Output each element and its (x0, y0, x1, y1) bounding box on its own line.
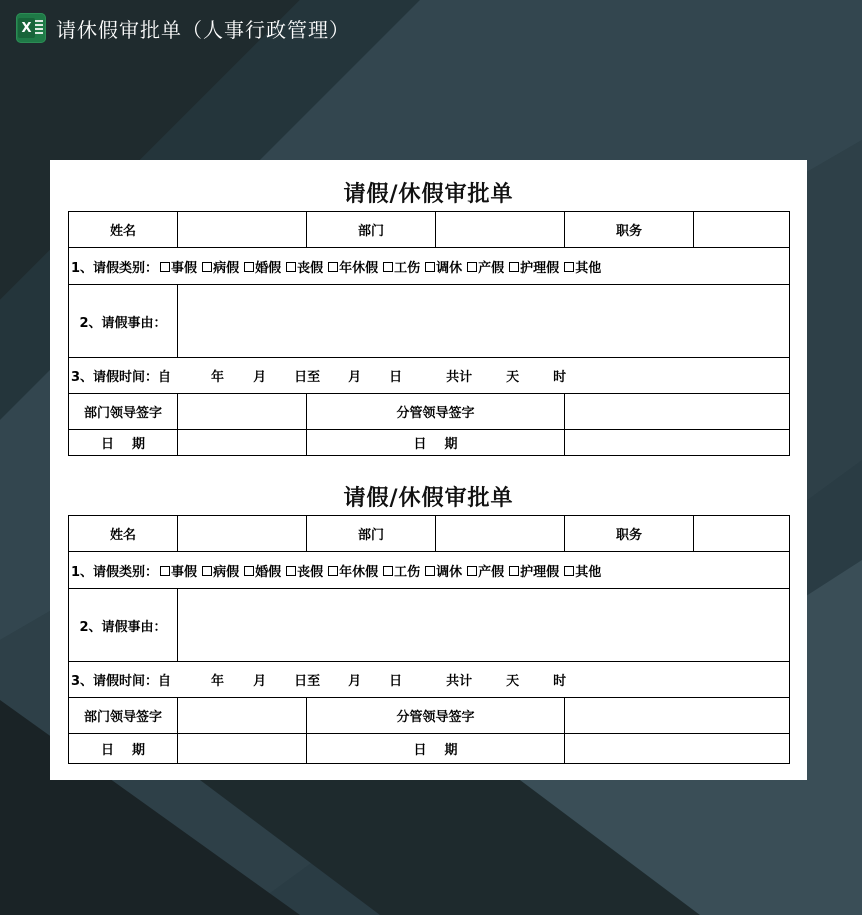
checkbox-icon[interactable] (202, 262, 212, 272)
leave-time-row[interactable] (69, 358, 790, 394)
leave-type-option[interactable]: 其他 (559, 257, 601, 276)
leave-type-option[interactable]: 产假 (462, 561, 504, 580)
dept-label: 部门 (307, 516, 436, 552)
date-label-2: 日 期 (307, 430, 565, 456)
leave-type-option[interactable]: 丧假 (281, 257, 323, 276)
leave-type-option[interactable]: 年休假 (323, 257, 378, 276)
position-field[interactable] (694, 516, 790, 552)
leave-type-option[interactable]: 其他 (559, 561, 601, 580)
reason-label: 2、请假事由： (69, 589, 178, 662)
reason-field[interactable] (178, 589, 790, 662)
leave-type-option[interactable]: 婚假 (239, 561, 281, 580)
supervisor-sign-label: 分管领导签字 (307, 698, 565, 734)
month2-label: 月 (348, 674, 362, 689)
checkbox-icon[interactable] (509, 566, 519, 576)
dept-leader-sign-label: 部门领导签字 (69, 394, 178, 430)
checkbox-icon[interactable] (286, 566, 296, 576)
date-label-1: 日 期 (69, 734, 178, 764)
day2-label: 日 (389, 370, 403, 385)
leave-type-option[interactable]: 护理假 (504, 257, 559, 276)
leave-type-label: 1、请假类别： (71, 564, 159, 580)
total-label: 共计 (446, 370, 473, 385)
month-label: 月 (253, 674, 267, 689)
time-label: 3、请假时间：自 (71, 674, 172, 689)
checkbox-icon[interactable] (383, 262, 393, 272)
reason-field[interactable] (178, 285, 790, 358)
day-to-label: 日至 (294, 370, 321, 385)
year-label: 年 (211, 370, 225, 385)
leave-type-option[interactable]: 调休 (420, 257, 462, 276)
month-label: 月 (253, 370, 267, 385)
supervisor-sign-field[interactable] (565, 394, 790, 430)
leave-type-row (69, 248, 790, 285)
name-label: 姓名 (69, 212, 178, 248)
form-table (68, 211, 790, 456)
name-label: 姓名 (69, 516, 178, 552)
total-label: 共计 (446, 674, 473, 689)
form-title: 请假/休假审批单 (343, 181, 514, 207)
leave-type-option[interactable]: 事假 (158, 561, 197, 580)
form-title: 请假/休假审批单 (343, 485, 514, 511)
leave-type-option[interactable]: 护理假 (504, 561, 559, 580)
dept-leader-sign-field[interactable] (178, 698, 307, 734)
app-title: 请休假审批单（人事行政管理） (56, 17, 350, 42)
leave-type-option[interactable]: 婚假 (239, 257, 281, 276)
dept-label: 部门 (307, 212, 436, 248)
leave-type-label: 1、请假类别： (71, 260, 159, 276)
position-field[interactable] (694, 212, 790, 248)
checkbox-icon[interactable] (467, 566, 477, 576)
dept-field[interactable] (436, 212, 565, 248)
month2-label: 月 (348, 370, 362, 385)
date-field-2[interactable] (565, 430, 790, 456)
days-label: 天 (506, 674, 520, 689)
checkbox-icon[interactable] (286, 262, 296, 272)
checkbox-icon[interactable] (425, 566, 435, 576)
leave-type-option[interactable]: 病假 (197, 561, 239, 580)
leave-type-option[interactable]: 年休假 (323, 561, 378, 580)
day-to-label: 日至 (294, 674, 321, 689)
form-table (68, 515, 790, 764)
day2-label: 日 (389, 674, 403, 689)
supervisor-sign-label: 分管领导签字 (307, 394, 565, 430)
checkbox-icon[interactable] (328, 262, 338, 272)
hours-label: 时 (553, 674, 567, 689)
leave-type-option[interactable]: 病假 (197, 257, 239, 276)
date-field-1[interactable] (178, 430, 307, 456)
position-label: 职务 (565, 516, 694, 552)
leave-form-1 (68, 177, 789, 456)
date-field-1[interactable] (178, 734, 307, 764)
year-label: 年 (211, 674, 225, 689)
checkbox-icon[interactable] (244, 262, 254, 272)
hours-label: 时 (553, 370, 567, 385)
checkbox-icon[interactable] (564, 262, 574, 272)
leave-time-row[interactable] (69, 662, 790, 698)
leave-type-row (69, 552, 790, 589)
leave-type-option[interactable]: 事假 (158, 257, 197, 276)
date-label-1: 日 期 (69, 430, 178, 456)
excel-icon: X (16, 13, 46, 43)
dept-field[interactable] (436, 516, 565, 552)
date-field-2[interactable] (565, 734, 790, 764)
days-label: 天 (506, 370, 520, 385)
name-field[interactable] (178, 516, 307, 552)
checkbox-icon[interactable] (244, 566, 254, 576)
checkbox-icon[interactable] (328, 566, 338, 576)
checkbox-icon[interactable] (564, 566, 574, 576)
reason-label: 2、请假事由： (69, 285, 178, 358)
supervisor-sign-field[interactable] (565, 698, 790, 734)
dept-leader-sign-label: 部门领导签字 (69, 698, 178, 734)
name-field[interactable] (178, 212, 307, 248)
dept-leader-sign-field[interactable] (178, 394, 307, 430)
leave-type-option[interactable]: 产假 (462, 257, 504, 276)
checkbox-icon[interactable] (383, 566, 393, 576)
checkbox-icon[interactable] (509, 262, 519, 272)
app-header (16, 12, 350, 44)
leave-type-option[interactable]: 工伤 (378, 561, 420, 580)
spreadsheet-page (50, 160, 807, 780)
position-label: 职务 (565, 212, 694, 248)
leave-form-2 (68, 481, 789, 764)
checkbox-icon[interactable] (467, 262, 477, 272)
checkbox-icon[interactable] (202, 566, 212, 576)
leave-type-option[interactable]: 工伤 (378, 257, 420, 276)
checkbox-icon[interactable] (160, 262, 170, 272)
checkbox-icon[interactable] (160, 566, 170, 576)
checkbox-icon[interactable] (425, 262, 435, 272)
date-label-2: 日 期 (307, 734, 565, 764)
leave-type-option[interactable]: 调休 (420, 561, 462, 580)
leave-type-option[interactable]: 丧假 (281, 561, 323, 580)
time-label: 3、请假时间：自 (71, 370, 172, 385)
